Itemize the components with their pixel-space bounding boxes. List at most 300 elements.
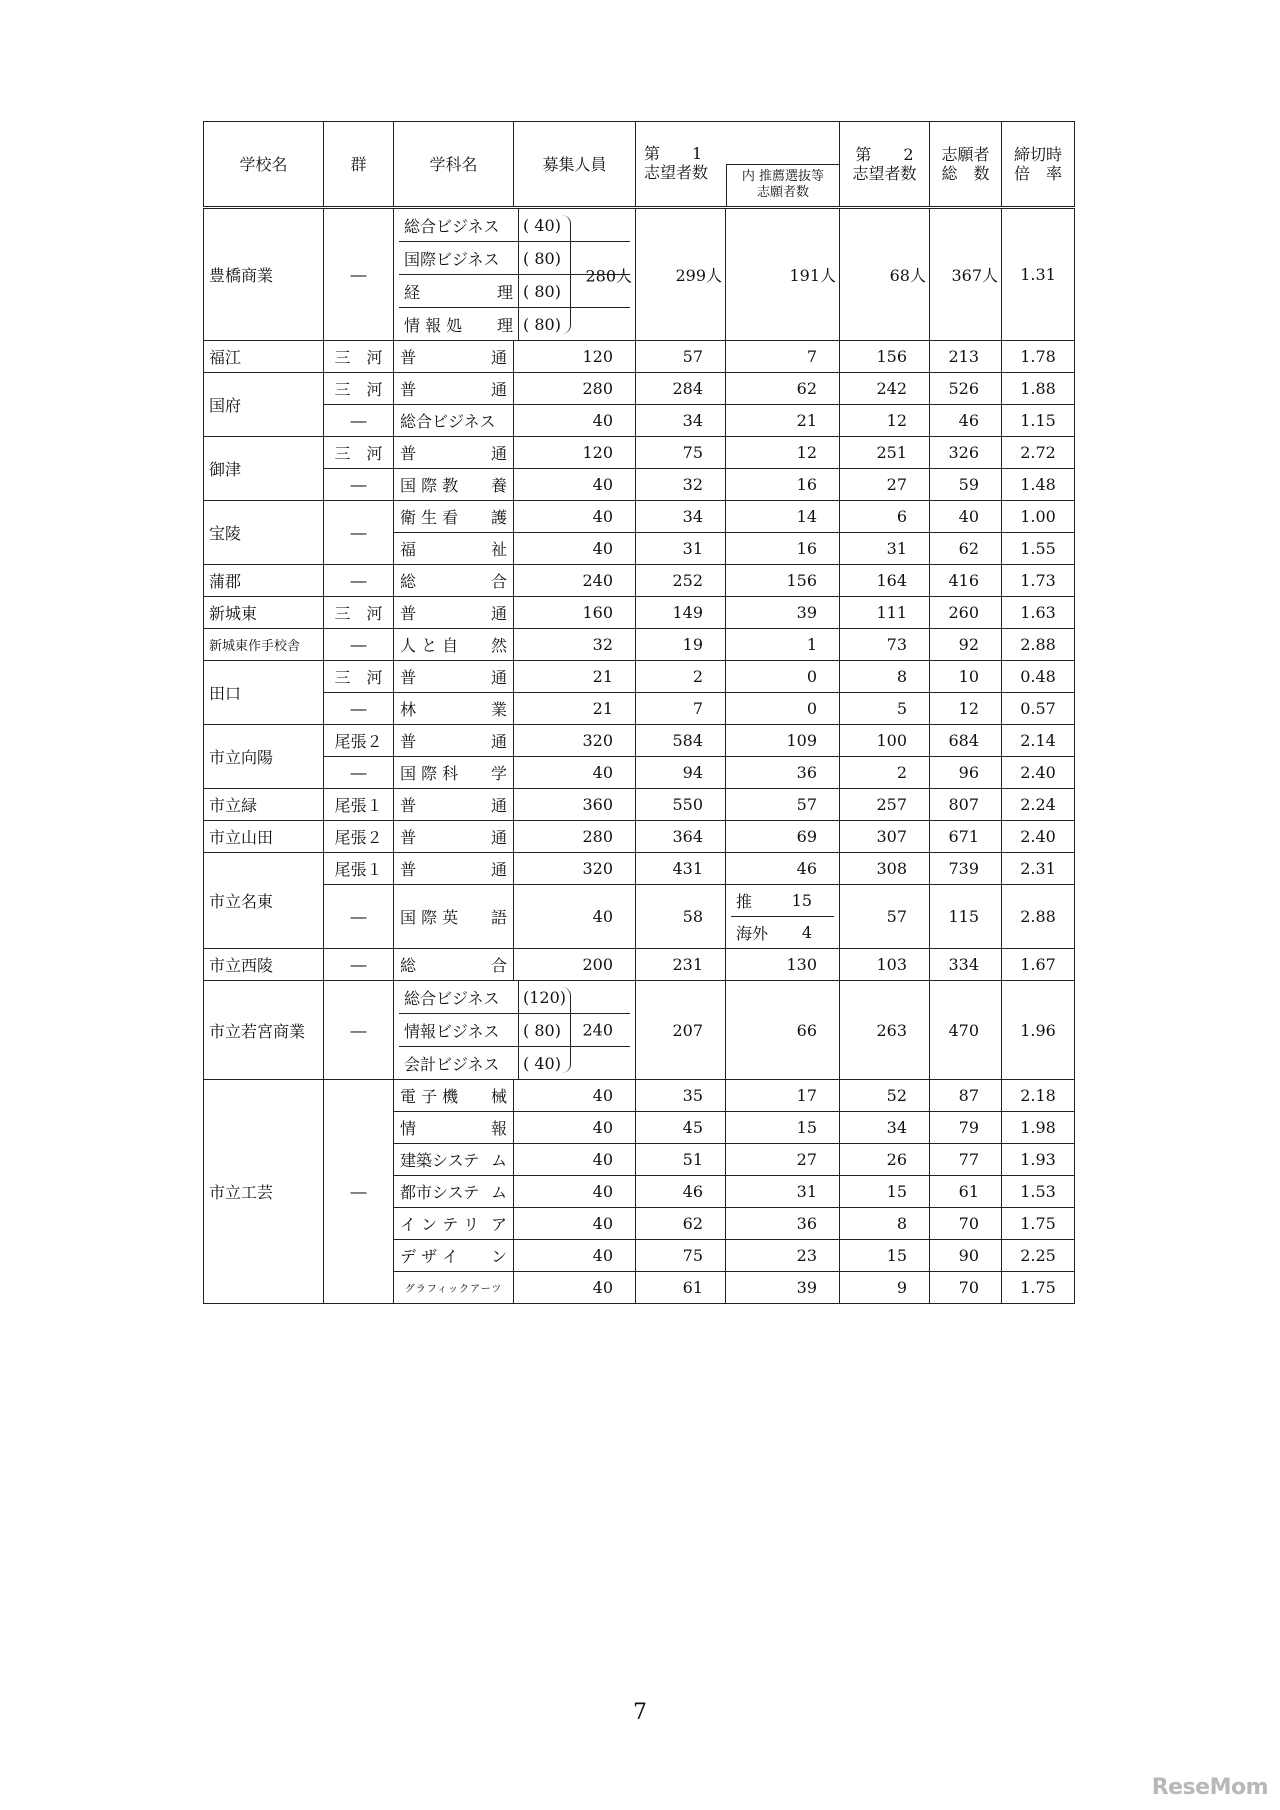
cell-ratio: 1.15	[1002, 405, 1075, 437]
cell-quota: 240	[514, 565, 636, 597]
table-row	[204, 885, 1075, 949]
cell-quota: 320	[514, 725, 636, 757]
page-number: 7	[633, 1700, 647, 1725]
dept-part-1: 国際ビジネス	[404, 249, 500, 269]
dept-quota: ( 80)	[523, 248, 561, 268]
dept-name	[399, 953, 508, 976]
cell-total: 61	[930, 1176, 1002, 1208]
dept-cell	[394, 693, 514, 725]
cell-second: 52	[840, 1080, 930, 1112]
cell-second: 8	[840, 661, 930, 693]
school-name: 市立西陵	[204, 949, 324, 981]
cell-second: 9	[840, 1272, 930, 1304]
cell-first: 7	[636, 693, 726, 725]
cell-second: 2	[840, 757, 930, 789]
dept-cell	[394, 629, 514, 661]
dept-name	[399, 505, 508, 528]
dept-cell	[394, 789, 514, 821]
dept-part-1: イ ン テ リ	[400, 1215, 480, 1234]
group-name: ―	[324, 501, 394, 565]
dept-part-1: 国 際 教	[400, 476, 459, 495]
dept-part-2: ア	[490, 1215, 507, 1234]
cell-ratio: 1.31	[1002, 208, 1075, 341]
cell-first: 550	[636, 789, 726, 821]
cell-rec: 31	[726, 1176, 840, 1208]
group-name: ―	[324, 1080, 394, 1304]
table-row	[204, 208, 1075, 341]
dept-cell	[394, 949, 514, 981]
dept-cell	[394, 885, 514, 949]
dept-quota: ( 40)	[523, 215, 561, 235]
cell-rec: 69	[726, 821, 840, 853]
cell-second: 57	[840, 885, 930, 949]
cell-total: 526	[930, 373, 1002, 405]
dept-subrow	[399, 209, 630, 241]
cell-quota: 120	[514, 437, 636, 469]
group-name: ―	[324, 757, 394, 789]
dept-name	[399, 825, 508, 848]
cell-rec: 7	[726, 341, 840, 373]
dept-part-2: 理	[496, 282, 513, 302]
cell-first: 46	[636, 1176, 726, 1208]
group-name: 三 河	[324, 341, 394, 373]
cell-second: 73	[840, 629, 930, 661]
cell-first: 58	[636, 885, 726, 949]
dept-part-2: 語	[490, 908, 507, 927]
cell-first: 299人	[636, 208, 726, 341]
table-row	[204, 629, 1075, 661]
cell-ratio: 2.14	[1002, 725, 1075, 757]
school-name: 市立工芸	[204, 1080, 324, 1304]
dept-part-2: 通	[490, 860, 507, 879]
cell-ratio: 1.55	[1002, 533, 1075, 565]
cell-rec: 16	[726, 533, 840, 565]
dept-part-2: 通	[490, 348, 507, 367]
dept-name	[399, 697, 508, 720]
dept-part-2: 合	[490, 572, 507, 591]
cell-quota: 120	[514, 341, 636, 373]
table-row	[204, 949, 1075, 981]
dept-part-1: 国 際 英	[400, 908, 459, 927]
school-name: 御津	[204, 437, 324, 501]
header-first-choice	[636, 122, 840, 208]
table-row	[204, 341, 1075, 373]
group-name: ―	[324, 981, 394, 1080]
cell-quota: 360	[514, 789, 636, 821]
school-name: 市立緑	[204, 789, 324, 821]
cell-ratio: 0.57	[1002, 693, 1075, 725]
dept-name	[399, 857, 508, 880]
dept-name	[399, 1116, 508, 1139]
school-name: 豊橋商業	[204, 208, 324, 341]
cell-quota: 280	[514, 373, 636, 405]
header-ratio-line1: 締切時	[1013, 145, 1062, 164]
dept-part-2: 通	[490, 604, 507, 623]
dept-name	[399, 793, 508, 816]
header-dept: 学科名	[394, 122, 514, 208]
cell-ratio: 1.93	[1002, 1144, 1075, 1176]
dept-part-1: 経	[404, 282, 421, 302]
cell-quota: 40	[514, 469, 636, 501]
dept-part-1: 総合ビジネス	[404, 988, 500, 1008]
header-recommend-line2: 志願者数	[756, 185, 809, 200]
group-name: ―	[324, 208, 394, 341]
dept-cell	[394, 661, 514, 693]
dept-name	[399, 761, 508, 784]
cell-ratio: 1.98	[1002, 1112, 1075, 1144]
cell-quota: 40	[514, 885, 636, 949]
cell-rec: 0	[726, 693, 840, 725]
cell-total: 115	[930, 885, 1002, 949]
cell-applicants: 470	[930, 981, 1002, 1080]
dept-part-2: 合	[490, 956, 507, 975]
cell-second: 263	[840, 981, 930, 1080]
cell-ratio: 0.48	[1002, 661, 1075, 693]
dept-cell	[394, 1112, 514, 1144]
brace-icon	[562, 987, 571, 1073]
group-name: 三 河	[324, 661, 394, 693]
cell-rec: 14	[726, 501, 840, 533]
dept-name	[399, 569, 508, 592]
dept-name	[399, 601, 508, 624]
dept-name	[399, 441, 508, 464]
cell-total: 260	[930, 597, 1002, 629]
dept-group	[394, 208, 636, 341]
dept-cell	[394, 1176, 514, 1208]
dept-part-1: 福	[400, 540, 417, 559]
cell-quota: 40	[514, 1080, 636, 1112]
cell-applicants: 367人	[930, 208, 1002, 341]
cell-quota: 32	[514, 629, 636, 661]
cell-first: 584	[636, 725, 726, 757]
table-row	[204, 853, 1075, 885]
cell-quota: 21	[514, 661, 636, 693]
header-school: 学校名	[204, 122, 324, 208]
cell-quota: 21	[514, 693, 636, 725]
cell-total: 79	[930, 1112, 1002, 1144]
cell-rec: 46	[726, 853, 840, 885]
dept-part-1: 総合ビジネス	[400, 412, 496, 431]
cell-ratio: 1.63	[1002, 597, 1075, 629]
cell-second: 34	[840, 1112, 930, 1144]
cell-second: 156	[840, 341, 930, 373]
cell-second: 15	[840, 1240, 930, 1272]
cell-first: 431	[636, 853, 726, 885]
dept-part-1: 情報ビジネス	[404, 1021, 500, 1041]
dept-cell	[394, 725, 514, 757]
table-row	[204, 565, 1075, 597]
cell-total: 87	[930, 1080, 1002, 1112]
dept-cell	[394, 1144, 514, 1176]
cell-quota: 40	[514, 1176, 636, 1208]
cell-first: 207	[636, 981, 726, 1080]
cell-first: 252	[636, 565, 726, 597]
cell-quota: 40	[514, 501, 636, 533]
school-name: 市立向陽	[204, 725, 324, 789]
group-name: 尾張２	[324, 821, 394, 853]
cell-quota: 280	[514, 821, 636, 853]
group-name: ―	[324, 693, 394, 725]
cell-rec: 36	[726, 1208, 840, 1240]
dept-quota: ( 80)	[523, 1020, 561, 1040]
cell-second: 308	[840, 853, 930, 885]
cell-first: 284	[636, 373, 726, 405]
dept-part-2: 通	[490, 828, 507, 847]
cell-quota: 40	[514, 405, 636, 437]
table-row	[204, 437, 1075, 469]
dept-part-2: 通	[490, 380, 507, 399]
dept-part-1: 総合ビジネス	[404, 216, 500, 236]
cell-rec: 15	[726, 1112, 840, 1144]
dept-part-1: 総	[400, 572, 417, 591]
cell-total: 416	[930, 565, 1002, 597]
dept-name	[399, 905, 508, 928]
cell-quota: 40	[514, 1208, 636, 1240]
dept-part-1: 建築システ	[400, 1151, 480, 1170]
dept-cell	[394, 1080, 514, 1112]
header-first-line1: 第 1	[644, 144, 703, 163]
cell-second: 111	[840, 597, 930, 629]
dept-part-1: 衛 生 看	[400, 508, 459, 527]
cell-total: 213	[930, 341, 1002, 373]
dept-part-1: 林	[400, 700, 417, 719]
header-recommend	[726, 164, 839, 206]
dept-name	[399, 1244, 508, 1267]
cell-rec: 191人	[726, 208, 840, 341]
dept-cell	[394, 1272, 514, 1304]
header-second-line1: 第 2	[855, 145, 914, 164]
dept-part-1: 情 報 処	[404, 315, 463, 335]
table-header-row	[204, 122, 1075, 208]
cell-second: 26	[840, 1144, 930, 1176]
cell-total: 96	[930, 757, 1002, 789]
dept-quota: ( 80)	[523, 281, 561, 301]
table-row	[204, 597, 1075, 629]
cell-total: 739	[930, 853, 1002, 885]
dept-part-1: 普	[400, 604, 417, 623]
dept-group	[394, 981, 636, 1080]
header-total-line1: 志願者	[941, 145, 990, 164]
cell-second: 242	[840, 373, 930, 405]
rec-label: 推	[736, 892, 753, 911]
table-row	[204, 981, 1075, 1080]
cell-quota: 40	[514, 1272, 636, 1304]
dept-name	[399, 729, 508, 752]
dept-subrow	[399, 307, 630, 340]
header-quota: 募集人員	[514, 122, 636, 208]
cell-first: 231	[636, 949, 726, 981]
cell-ratio: 1.48	[1002, 469, 1075, 501]
cell-ratio: 1.00	[1002, 501, 1075, 533]
cell-first: 19	[636, 629, 726, 661]
dept-name	[399, 537, 508, 560]
dept-cell	[394, 437, 514, 469]
applicants-table	[203, 121, 1075, 1304]
cell-first: 51	[636, 1144, 726, 1176]
dept-cell	[394, 853, 514, 885]
dept-part-1: グラフィックアーツ	[404, 1284, 503, 1295]
cell-ratio: 2.24	[1002, 789, 1075, 821]
cell-rec: 66	[726, 981, 840, 1080]
dept-cell	[394, 757, 514, 789]
dept-part-2: 通	[490, 444, 507, 463]
cell-first: 2	[636, 661, 726, 693]
dept-part-1: 都市システ	[400, 1183, 480, 1202]
dept-name	[399, 665, 508, 688]
cell-total: 92	[930, 629, 1002, 661]
cell-total: 807	[930, 789, 1002, 821]
dept-part-2: 護	[490, 508, 507, 527]
school-name: 市立山田	[204, 821, 324, 853]
table-row	[204, 373, 1075, 405]
cell-rec: 27	[726, 1144, 840, 1176]
group-name: ―	[324, 949, 394, 981]
table-row	[204, 725, 1075, 757]
dept-part-1: 会計ビジネス	[404, 1054, 500, 1074]
school-name: 宝陵	[204, 501, 324, 565]
cell-second: 251	[840, 437, 930, 469]
cell-rec: 12	[726, 437, 840, 469]
school-name: 蒲郡	[204, 565, 324, 597]
cell-total: 334	[930, 949, 1002, 981]
cell-quota: 320	[514, 853, 636, 885]
table-row	[204, 501, 1075, 533]
cell-second: 8	[840, 1208, 930, 1240]
header-second-choice	[840, 122, 930, 208]
cell-ratio: 2.31	[1002, 853, 1075, 885]
cell-second: 31	[840, 533, 930, 565]
dept-part-2: 報	[490, 1119, 507, 1138]
dept-name	[399, 377, 508, 400]
dept-name	[399, 345, 508, 368]
cell-quota: 40	[514, 757, 636, 789]
cell-first: 149	[636, 597, 726, 629]
dept-name	[399, 1148, 508, 1171]
school-name: 福江	[204, 341, 324, 373]
rec-label: 海外	[736, 924, 769, 943]
group-name: ―	[324, 629, 394, 661]
dept-cell	[394, 341, 514, 373]
cell-ratio: 1.73	[1002, 565, 1075, 597]
cell-total: 70	[930, 1272, 1002, 1304]
rec-value: 15	[791, 891, 812, 910]
dept-name	[399, 1280, 508, 1295]
cell-ratio: 1.53	[1002, 1176, 1075, 1208]
cell-first: 94	[636, 757, 726, 789]
dept-part-1: 普	[400, 732, 417, 751]
cell-rec: 23	[726, 1240, 840, 1272]
dept-cell	[394, 501, 514, 533]
table-row	[204, 469, 1075, 501]
cell-ratio: 2.40	[1002, 821, 1075, 853]
dept-quota: (120)	[523, 987, 567, 1007]
quota-total: 280人	[585, 266, 632, 285]
group-name: 三 河	[324, 437, 394, 469]
dept-quota: ( 40)	[523, 1053, 561, 1073]
dept-cell	[394, 533, 514, 565]
group-name: 尾張１	[324, 853, 394, 885]
header-first-line2: 志望者数	[644, 163, 709, 182]
group-name: 尾張２	[324, 725, 394, 757]
group-name: ―	[324, 469, 394, 501]
header-recommend-line1: 内 推薦選抜等	[741, 169, 825, 184]
school-name: 新城東	[204, 597, 324, 629]
dept-cell	[394, 1208, 514, 1240]
cell-second: 100	[840, 725, 930, 757]
cell-quota: 40	[514, 1112, 636, 1144]
header-ratio	[1002, 122, 1075, 208]
dept-part-2: ム	[490, 1183, 507, 1202]
dept-part-1: 普	[400, 444, 417, 463]
dept-name	[399, 473, 508, 496]
dept-part-2: 養	[490, 476, 507, 495]
header-group: 群	[324, 122, 394, 208]
dept-quota: ( 80)	[523, 314, 561, 334]
cell-rec: 1	[726, 629, 840, 661]
cell-first: 75	[636, 437, 726, 469]
group-name: ―	[324, 565, 394, 597]
dept-part-2: 通	[490, 732, 507, 751]
cell-ratio: 2.88	[1002, 629, 1075, 661]
cell-second: 68人	[840, 208, 930, 341]
cell-rec	[726, 885, 840, 949]
cell-quota: 160	[514, 597, 636, 629]
table-row	[204, 1080, 1075, 1112]
cell-first: 57	[636, 341, 726, 373]
cell-rec: 39	[726, 1272, 840, 1304]
dept-cell	[394, 597, 514, 629]
group-name: 三 河	[324, 597, 394, 629]
header-ratio-line2: 倍 率	[1013, 164, 1062, 183]
dept-part-1: 電 子 機	[400, 1087, 459, 1106]
cell-first: 31	[636, 533, 726, 565]
cell-first: 75	[636, 1240, 726, 1272]
cell-rec: 156	[726, 565, 840, 597]
cell-rec: 109	[726, 725, 840, 757]
cell-quota: 40	[514, 1144, 636, 1176]
rec-value: 4	[801, 923, 812, 942]
dept-part-1: デ ザ イ	[400, 1247, 459, 1266]
dept-part-1: 普	[400, 828, 417, 847]
cell-total: 59	[930, 469, 1002, 501]
cell-total: 46	[930, 405, 1002, 437]
dept-part-2: 然	[490, 636, 507, 655]
school-name: 国府	[204, 373, 324, 437]
group-name: ―	[324, 405, 394, 437]
group-name: 三 河	[324, 373, 394, 405]
cell-rec: 39	[726, 597, 840, 629]
dept-subrow	[399, 1046, 630, 1079]
school-name: 新城東作手校舎	[204, 629, 324, 661]
dept-part-1: 普	[400, 380, 417, 399]
cell-rec: 21	[726, 405, 840, 437]
dept-part-2: 通	[490, 796, 507, 815]
cell-first: 45	[636, 1112, 726, 1144]
cell-total: 10	[930, 661, 1002, 693]
header-second-line2: 志望者数	[852, 164, 917, 183]
dept-part-1: 普	[400, 860, 417, 879]
cell-ratio: 1.67	[1002, 949, 1075, 981]
cell-first: 61	[636, 1272, 726, 1304]
dept-part-2: ム	[490, 1151, 507, 1170]
cell-first: 35	[636, 1080, 726, 1112]
cell-ratio: 2.40	[1002, 757, 1075, 789]
cell-rec: 57	[726, 789, 840, 821]
dept-cell	[394, 373, 514, 405]
cell-total: 77	[930, 1144, 1002, 1176]
cell-second: 27	[840, 469, 930, 501]
dept-cell	[394, 405, 514, 437]
